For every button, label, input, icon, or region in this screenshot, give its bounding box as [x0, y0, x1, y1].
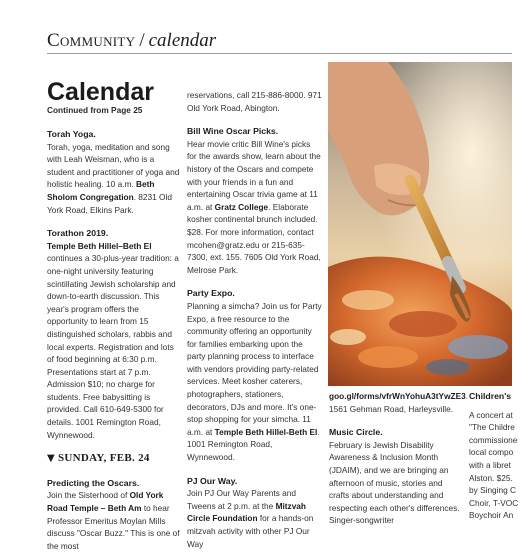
event-body: Join PJ Our Way Parents and Tweens at 2 p.m. at the [187, 488, 296, 511]
line: by Singing C [469, 485, 517, 496]
event-body: February is Jewish Disability Awareness & Inclusion Month (JDAIM), and we are bringing an afternoon of music, stories and crafts about understanding and respecting each other's differences. Singer-songwriter [329, 439, 460, 526]
event-body-continued: to hear Professor Emeritus Moylan Mills discuss "Oscar Buzz." This is one of the most [47, 503, 180, 551]
subsection-name: calendar [148, 30, 217, 51]
section-title [47, 30, 216, 52]
line: A concert at [469, 409, 513, 420]
event-party-expo [187, 287, 322, 463]
date-heading [47, 452, 182, 466]
section-name: Community [47, 30, 136, 51]
section-separator: / [139, 30, 145, 51]
event-venue: Gratz College [214, 201, 269, 212]
event-address: 1561 Gehman Road, Harleysville. [329, 403, 454, 414]
event-venue: Mitzvah Circle Foundation [187, 500, 306, 524]
event-venue: Temple Beth Hillel-Beth El [214, 426, 318, 437]
event-body: continues a 30-plus-year tradition: a one-night university featuring scintillating Jewish scholarship and down-to-earth discussion. This year's program offers the opportunity to learn from 15 distinguished scholars, rabbis and local experts. Registration and lots of food beginning at 6:30 p.m. Presentations start at 7 p.m. Admission $10; no charge for students. Free babysitting is provided. Call 610-649-5300 for details. 1001 Remington Road, Wynnewood. [47, 253, 179, 440]
event-body: Join the Sisterhood of [47, 490, 130, 501]
link-tail: . [465, 391, 469, 401]
line: Boychoir An [469, 510, 514, 521]
event-body: Hear movie critic Bill Wine's picks for the awards show, learn about the history of the Oscars and compete with your friends in a fun and entertaining Oscar trivia game at 11 a.m. at [187, 138, 321, 212]
event-title: Torathon 2019. [47, 228, 109, 239]
event-venue: Beth Sholom Congregation [47, 179, 155, 202]
event-body: Planning a simcha? Join us for Party Expo, a free resource to the community offering an opportunity for families embarking upon the party planning process to interface with vendors providing party-related services. Meet kosher caterers, photographers, stationers, decorators, DJs and more. It's one-stop shopping for your simcha. 11 a.m. at [187, 300, 322, 437]
event-torah-yoga [47, 128, 182, 216]
event-pj-our-way [187, 475, 322, 551]
column-2 [187, 89, 322, 550]
event-venue: Temple Beth Hillel–Beth El [47, 240, 152, 251]
line: local compo [469, 447, 514, 458]
line: Alston. $25. [469, 472, 513, 483]
column-3 [329, 390, 469, 527]
event-title: Predicting the Oscars. [47, 477, 140, 488]
event-predicting-oscars [47, 477, 182, 552]
event-torathon [47, 227, 182, 441]
date-label: SUNDAY, FEB. 24 [58, 452, 150, 465]
event-address: . 8231 Old York Road, Elkins Park. [47, 191, 172, 215]
triangle-down-icon: ▼ [47, 453, 55, 465]
continued-note: Continued from Page 25 [47, 105, 143, 115]
registration-link[interactable]: goo.gl/forms/vfrWnYohuA3tYwZE3 [329, 391, 466, 401]
paintbrush-photo [328, 62, 512, 386]
line: Choir, T-VOC [469, 497, 519, 508]
event-title: Music Circle. [329, 427, 383, 438]
event-registration-link [329, 390, 469, 403]
event-title: Party Expo. [187, 288, 235, 299]
event-title: Bill Wine Oscar Picks. [187, 126, 279, 137]
event-intro-text: reservations, call 215-886-8000. 971 Old York Road, Abington. [187, 90, 322, 113]
line: commissione [469, 434, 518, 445]
column-1 [47, 128, 182, 552]
line: "The Childre [469, 422, 515, 433]
event-body: Torah, yoga, meditation and song with Leah Weisman, who is a student and practitioner of yoga and holistic healing. 10 a.m. [47, 141, 180, 190]
event-music-circle [329, 426, 464, 527]
header-rule [47, 53, 512, 54]
event-body-continued: . Elaborate kosher continental brunch included. $28. For more information, contact mcohen@gratz.edu or 215-635-7300, ext. 155. 7605 Old York Road, Melrose Park. [187, 201, 321, 275]
event-title: Torah Yoga. [47, 129, 96, 139]
event-bill-wine [187, 125, 322, 276]
event-address: . 1001 Remington Road, Wynnewood. [187, 426, 320, 463]
column-4 [469, 390, 529, 522]
event-venue: Old York Road Temple – Beth Am [47, 490, 164, 514]
event-body-continued: for a hands-on mitzvah activity with other PJ Our Way [187, 513, 314, 549]
event-title: PJ Our Way. [187, 475, 238, 486]
paintbrush-palette-illustration [328, 62, 512, 386]
line: with a libret [469, 459, 511, 470]
page-title: Calendar [47, 78, 154, 106]
event-title: Children's [469, 391, 512, 401]
